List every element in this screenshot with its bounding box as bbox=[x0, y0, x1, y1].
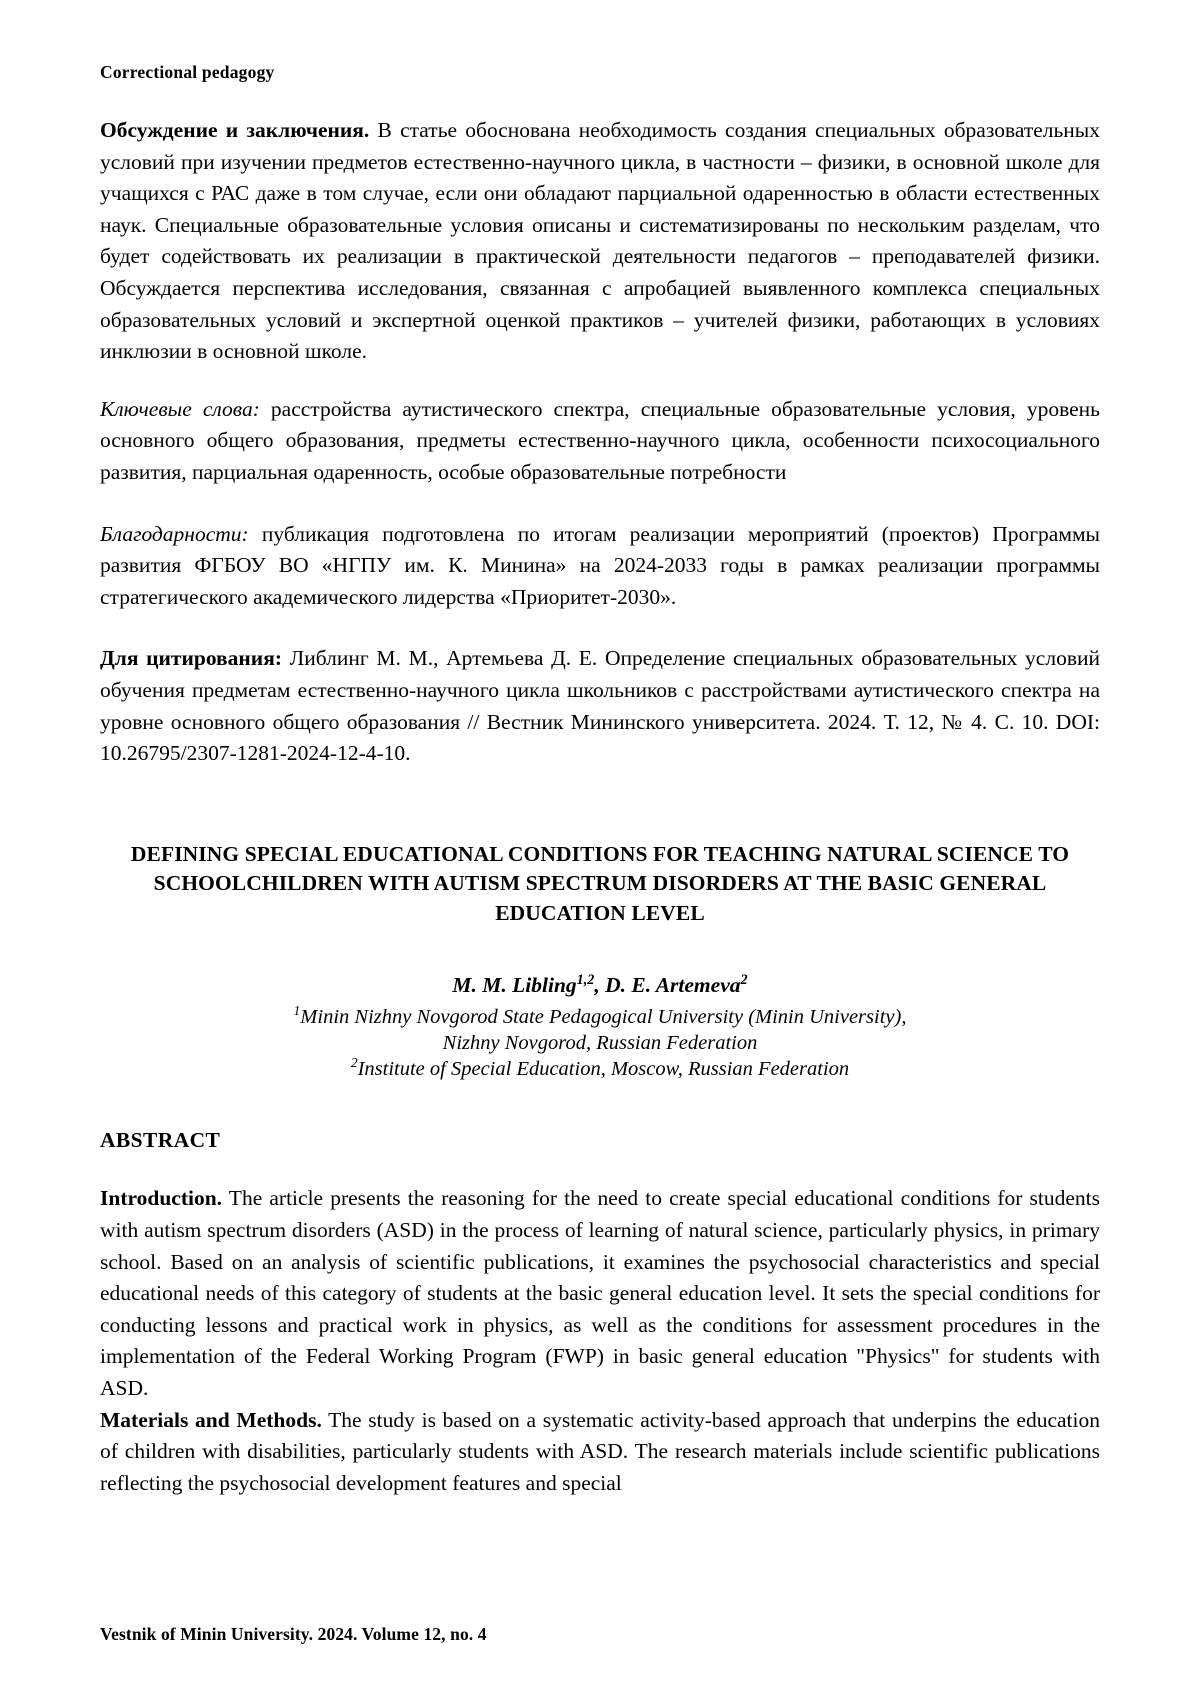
discussion-paragraph bbox=[100, 115, 1100, 368]
acknowledgements-text: публикация подготовлена по итогам реализации мероприятий (проектов) Программы развития ФГБОУ ВО «НГПУ им. К. Минина» на 2024-2033 годы в рамках реализации программы стратегического академического лидерства «Приоритет-2030». bbox=[100, 521, 1100, 609]
discussion-text: В статье обоснована необходимость создания специальных образовательных условий при изучении предметов естественно-научного цикла, в частности – физики, в основной школе для учащихся с РАС даже в том случае, если они обладают парциальной одаренностью в области естественных наук. Специальные образовательные условия описаны и систематизированы по нескольким разделам, что будет содействовать их реализации в практической деятельности педагогов – преподавателей физики. Обсуждается перспектива исследования, связанная с апробацией выявленного комплекса специальных образовательных условий и экспертной оценкой практиков – учителей физики, работающих в условиях инклюзии в основной школе. bbox=[100, 118, 1100, 364]
materials-label: Materials and Methods. bbox=[100, 1407, 322, 1432]
keywords-label: Ключевые слова: bbox=[100, 396, 260, 421]
introduction-label: Introduction. bbox=[100, 1186, 223, 1211]
affiliation-line: $^2$Institute of Special Education, Moscow, Russian Federation bbox=[350, 1055, 850, 1081]
affiliation-line: $^1$Minin Nizhny Novgorod State Pedagogical University (Minin University), bbox=[293, 1002, 907, 1028]
keywords-text: расстройства аутистического спектра, специальные образовательные условия, уровень основного общего образования, предметы естественно-научного цикла, особенности психосоциального развития, парциальная одаренность, особые образовательные потребности bbox=[100, 396, 1100, 484]
abstract-materials bbox=[100, 1405, 1100, 1500]
materials-text: The study is based on a systematic activity-based approach that underpins the education of children with disabilities, particularly students with ASD. The research materials include scientific publications reflecting the psychosocial development features and special bbox=[100, 1407, 1100, 1495]
acknowledgements-label: Благодарности: bbox=[100, 521, 249, 546]
affiliation-line: Nizhny Novgorod, Russian Federation bbox=[442, 1031, 758, 1054]
citation-label: Для цитирования: bbox=[100, 646, 282, 671]
page-footer: Vestnik of Minin University. 2024. Volume 12, no. 4 bbox=[100, 1624, 487, 1644]
citation-paragraph bbox=[100, 643, 1100, 769]
acknowledgements-paragraph bbox=[100, 519, 1100, 614]
introduction-text: The article presents the reasoning for the need to create special educational conditions for students with autism spectrum disorders (ASD) in the process of learning of natural science, particularly physics, in primary school. Based on an analysis of scientific publications, it examines the psychosocial characteristics and special educational needs of this category of students at the basic general education level. It sets the special conditions for conducting lessons and practical work in physics, as well as the conditions for assessment procedures in the implementation of the Federal Working Program (FWP) in basic general education "Physics" for students with ASD. bbox=[100, 1186, 1100, 1400]
author-list: M. M. Libling$^{1,2}$, D. E. Artemeva$^2$ bbox=[452, 971, 748, 997]
keywords-paragraph bbox=[100, 394, 1100, 489]
running-head: Correctional pedagogy bbox=[100, 62, 275, 82]
abstract-heading: ABSTRACT bbox=[100, 1128, 221, 1153]
abstract-body bbox=[100, 1183, 1100, 1499]
affiliations bbox=[100, 1004, 1100, 1083]
abstract-introduction bbox=[100, 1183, 1100, 1404]
english-title: DEFINING SPECIAL EDUCATIONAL CONDITIONS FOR TEACHING NATURAL SCIENCE TO SCHOOLCHILDREN WITH AUTISM SPECTRUM DISORDERS AT THE BASIC GENERAL EDUCATION LEVEL bbox=[130, 841, 1070, 925]
discussion-label: Обсуждение и заключения. bbox=[100, 118, 370, 142]
citation-text: Либлинг М. М., Артемьева Д. Е. Определение специальных образовательных условий обучения предметам естественно-научного цикла школьников с расстройствами аутистического спектра на уровне основного общего образования // Вестник Мининского университета. 2024. Т. 12, № 4. С. 10. DOI: 10.26795/2307-1281-2024-12-4-10. bbox=[100, 646, 1100, 766]
